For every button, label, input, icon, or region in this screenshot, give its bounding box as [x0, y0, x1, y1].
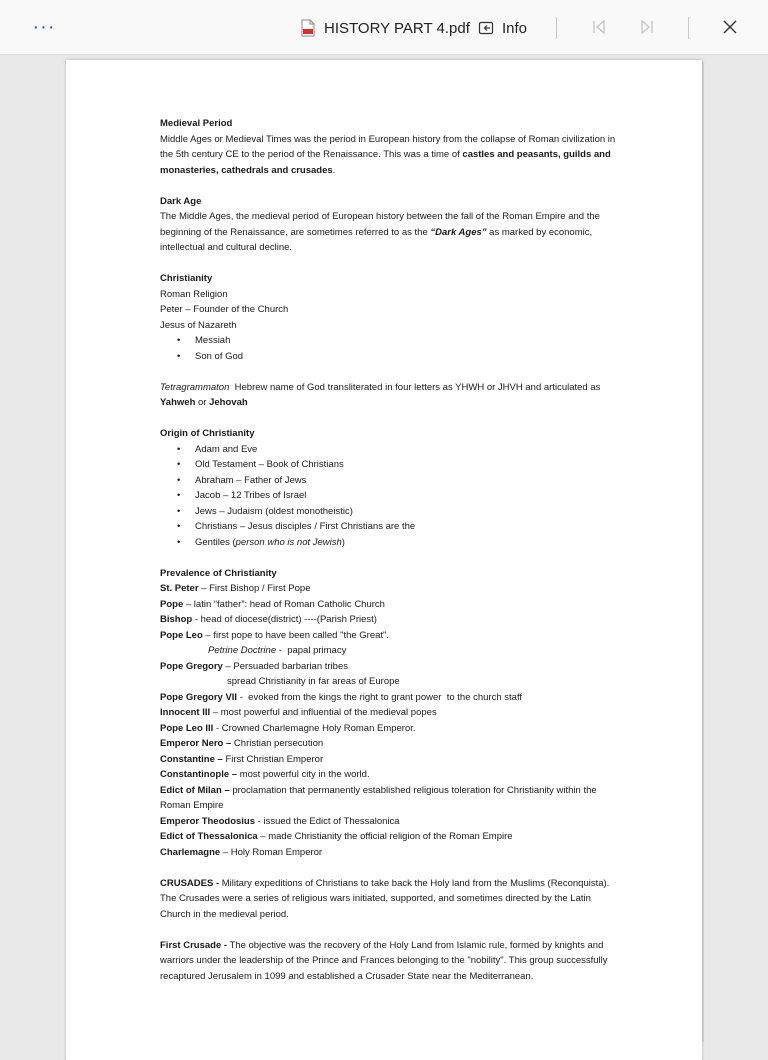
page-content [160, 116, 620, 984]
list-item: • Gentiles (person who is not Jewish) [160, 535, 620, 551]
section-heading: Christianity [160, 273, 213, 284]
list-item: • Jews – Judaism (oldest monotheistic) [160, 504, 620, 520]
list-item: • Adam and Eve [160, 442, 620, 458]
text-line: Jesus of Nazareth [160, 319, 237, 331]
more-options-button[interactable] [30, 14, 58, 40]
list-item: • Son of God [160, 349, 620, 365]
section-heading: Prevalence of Christianity [160, 567, 277, 579]
text-line: Pope Gregory – Persuaded barbarian tribes [160, 660, 348, 672]
bullet-list [160, 333, 620, 364]
paragraph: Tetragrammaton Hebrew name of God transliterated in four letters as YHWH or JHVH and articulated as Yahweh or Jehovah [160, 381, 604, 408]
paragraph: Middle Ages or Medieval Times was the period in European history from the collapse of Roman civilization in the 5th century CE to the period of the Renaissance. This was a time of castles and peasants, guilds and monasteries, cathedrals and crusades. [160, 133, 616, 176]
more-horizontal-icon: ··· [32, 15, 56, 38]
text-line: Emperor Nero – Christian persecution [160, 738, 324, 749]
text-line: Edict of Milan – proclamation that permanently established religious toleration for Christianity within the Roman Empire [160, 784, 597, 811]
info-label: Info [502, 19, 528, 37]
paragraph: CRUSADES - Military expeditions of Christians to take back the Holy land from the Muslims (Reconquista). The Crusades were a series of religious wars initiated, supported, and sometimes directed by the Latin Church in the medieval period. [160, 877, 610, 920]
text-line: spread Christianity in far areas of Europe [227, 676, 400, 687]
text-line: St. Peter – First Bishop / First Pope [160, 583, 311, 594]
section-heading: Dark Age [160, 195, 202, 207]
text-line: Constantine – First Christian Emperor [160, 753, 324, 765]
document-viewer[interactable] [0, 56, 768, 1024]
text-line: Pope Gregory VII - evoked from the kings the right to grant power to the church staff [160, 691, 523, 703]
file-name: HISTORY PART 4.pdf [324, 19, 470, 37]
text-line: Pope – latin “father”: head of Roman Catholic Church [160, 598, 385, 610]
paragraph: First Crusade - The objective was the recovery of the Holy Land from Islamic rule, formed by knights and warriors under the leadership of the Prince and Frances belonging to the "nobility". This group successfully recaptured Jerusalem in 1099 and established a Crusader State near the Mediterranean. [160, 939, 608, 982]
text-line: Pope Leo – first pope to have been called "the Great". [160, 629, 390, 641]
list-item: • Messiah [160, 333, 620, 349]
pdf-page [66, 60, 702, 1060]
first-page-icon[interactable] [591, 19, 607, 35]
toolbar-divider [688, 17, 689, 39]
list-item: • Christians – Jesus disciples / First Christians are the [160, 519, 620, 535]
list-item: • Jacob – 12 Tribes of Israel [160, 488, 620, 504]
list-item: • Old Testament – Book of Christians [160, 457, 620, 473]
section-heading: Origin of Christianity [160, 428, 255, 439]
text-line: Bishop - head of diocese(district) ----(Parish Priest) [160, 614, 377, 625]
close-icon[interactable] [722, 19, 738, 35]
bullet-list [160, 442, 620, 551]
text-line: Roman Religion [160, 288, 228, 300]
last-page-icon[interactable] [639, 19, 655, 35]
toolbar-divider [556, 17, 557, 39]
text-line: Constantinople – most powerful city in the world. [160, 769, 370, 780]
text-line: Emperor Theodosius - issued the Edict of Thessalonica [160, 815, 400, 827]
info-panel-icon [478, 20, 494, 36]
text-line: Peter – Founder of the Church [160, 304, 289, 315]
section-heading: Medieval Period [160, 118, 233, 129]
text-line: Charlemagne – Holy Roman Emperor [160, 846, 323, 858]
paragraph: The Middle Ages, the medieval period of European history between the fall of the Roman Empire and the beginning of the Renaissance, are sometimes referred to as the “Dark Ages” as marked by economic, intellectual and cultural decline. [160, 211, 600, 253]
text-line: Edict of Thessalonica – made Christianity the official religion of the Roman Empire [160, 831, 513, 842]
info-button[interactable] [478, 16, 527, 40]
file-title [300, 16, 470, 40]
list-item: • Abraham – Father of Jews [160, 473, 620, 489]
pdf-file-icon [300, 19, 316, 37]
title-bar [0, 0, 768, 55]
text-line: Innocent III – most powerful and influential of the medieval popes [160, 707, 437, 718]
text-line: Petrine Doctrine - papal primacy [208, 645, 347, 656]
text-line: Pope Leo III - Crowned Charlemagne Holy Roman Emperor. [160, 722, 416, 734]
